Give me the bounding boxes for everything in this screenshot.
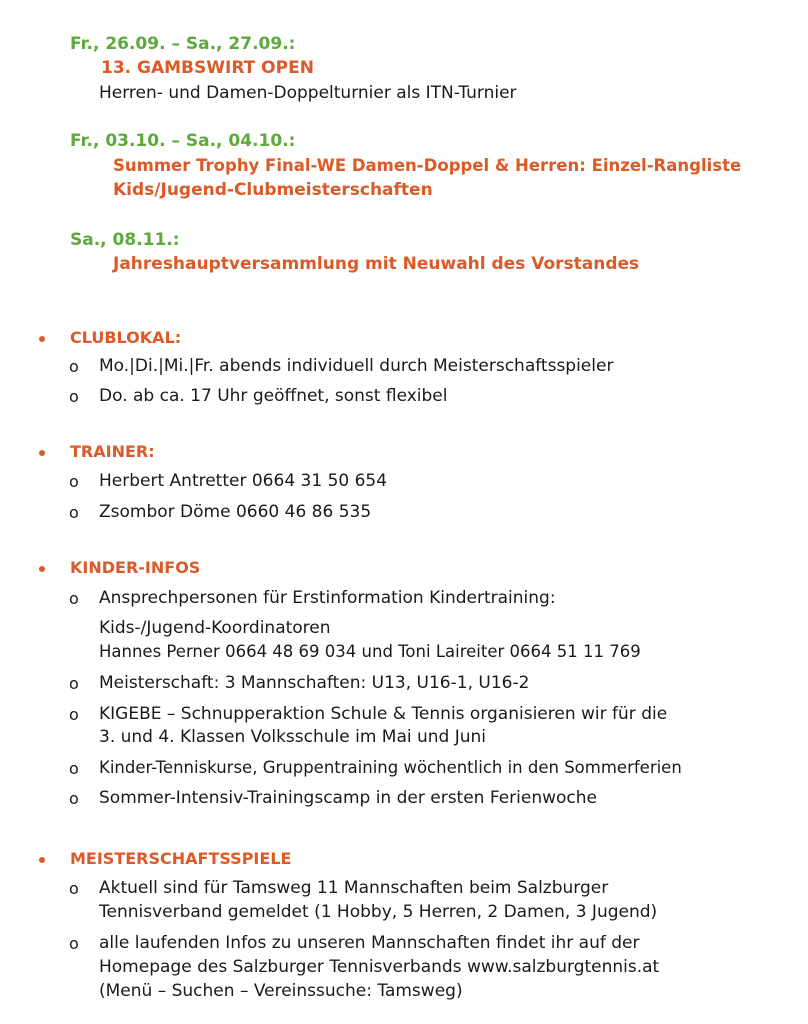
- event-date: Fr., 26.09. – Sa., 27.09.:: [70, 34, 296, 54]
- sub-bullet: o: [69, 934, 79, 953]
- section-heading-trainer: TRAINER:: [70, 442, 155, 461]
- event-date: Sa., 08.11.:: [70, 230, 180, 250]
- sub-bullet: o: [69, 674, 79, 693]
- list-item-continuation: Homepage des Salzburger Tennisverbands www.salzburgtennis.at: [99, 957, 660, 977]
- section-bullet: [39, 450, 45, 456]
- list-item: Do. ab ca. 17 Uhr geöffnet, sonst flexibel: [99, 386, 448, 406]
- list-item-continuation: Hannes Perner 0664 48 69 034 und Toni Laireiter 0664 51 11 769: [99, 642, 641, 661]
- list-item: Aktuell sind für Tamsweg 11 Mannschaften beim Salzburger: [99, 878, 609, 898]
- section-bullet: [39, 336, 45, 342]
- sub-bullet: o: [69, 879, 79, 898]
- section-bullet: [39, 566, 45, 572]
- list-item: Zsombor Döme 0660 46 86 535: [99, 502, 372, 522]
- section-bullet: [39, 857, 45, 863]
- sub-bullet: o: [69, 759, 79, 778]
- sub-bullet: o: [69, 705, 79, 724]
- list-item: alle laufenden Infos zu unseren Mannschaften findet ihr auf der: [99, 933, 640, 953]
- event-title: Summer Trophy Final-WE Damen-Doppel & Herren: Einzel-Rangliste: [113, 156, 742, 175]
- list-item: Ansprechpersonen für Erstinformation Kindertraining:: [99, 588, 556, 608]
- event-date: Fr., 03.10. – Sa., 04.10.:: [70, 131, 296, 151]
- event-title: 13. GAMBSWIRT OPEN: [101, 58, 314, 78]
- sub-bullet: o: [69, 472, 79, 491]
- list-item: Meisterschaft: 3 Mannschaften: U13, U16-1, U16-2: [99, 673, 530, 693]
- list-item: Sommer-Intensiv-Trainingscamp in der ersten Ferienwoche: [99, 788, 597, 808]
- sub-bullet: o: [69, 789, 79, 808]
- sub-bullet: o: [69, 589, 79, 608]
- sub-bullet: o: [69, 357, 79, 376]
- list-item: Mo.|Di.|Mi.|Fr. abends individuell durch Meisterschaftsspieler: [99, 356, 614, 376]
- list-item-continuation: (Menü – Suchen – Vereinssuche: Tamsweg): [99, 981, 463, 1001]
- list-item: Herbert Antretter 0664 31 50 654: [99, 471, 388, 491]
- section-heading-clublokal: CLUBLOKAL:: [70, 328, 182, 347]
- list-item-continuation: Tennisverband gemeldet (1 Hobby, 5 Herren, 2 Damen, 3 Jugend): [99, 902, 658, 922]
- list-item: KIGEBE – Schnupperaktion Schule & Tennis organisieren wir für die: [99, 704, 668, 724]
- event-title: Jahreshauptversammlung mit Neuwahl des Vorstandes: [113, 254, 640, 274]
- list-item: Kinder-Tenniskurse, Gruppentraining wöchentlich in den Sommerferien: [99, 758, 682, 777]
- sub-bullet: o: [69, 503, 79, 522]
- sub-bullet: o: [69, 387, 79, 406]
- event-title: Kids/Jugend-Clubmeisterschaften: [113, 180, 433, 200]
- section-heading-kinder-infos: KINDER-INFOS: [70, 558, 201, 577]
- list-item-continuation: 3. und 4. Klassen Volksschule im Mai und Juni: [99, 727, 487, 747]
- list-item-continuation: Kids-/Jugend-Koordinatoren: [99, 618, 331, 638]
- event-description: Herren- und Damen-Doppelturnier als ITN-Turnier: [99, 83, 517, 103]
- section-heading-meisterschaftsspiele: MEISTERSCHAFTSSPIELE: [70, 849, 292, 868]
